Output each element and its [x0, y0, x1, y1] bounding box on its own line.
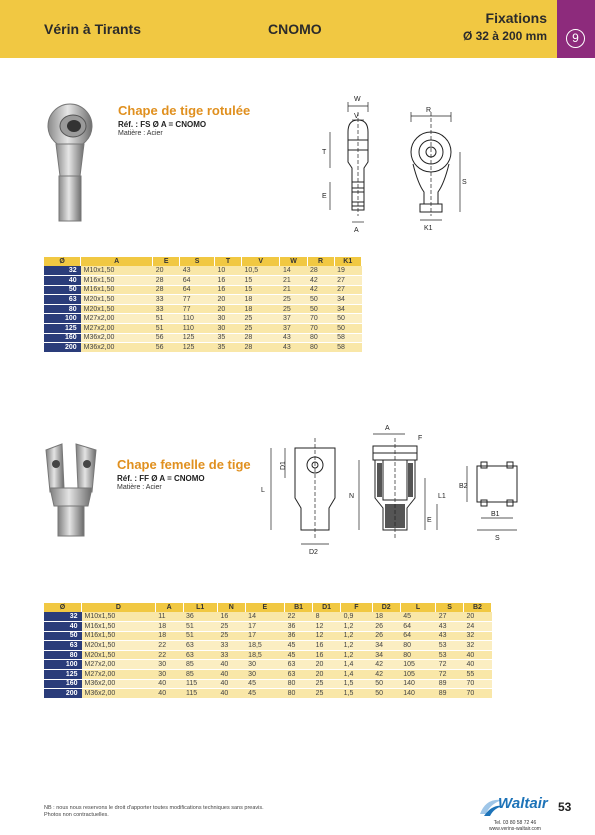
table-cell: 21	[280, 276, 307, 286]
table-cell: 12	[313, 631, 341, 641]
table-cell: 56	[153, 343, 180, 353]
table-cell: 115	[183, 679, 217, 689]
table-row	[44, 622, 492, 632]
table-row	[44, 612, 492, 622]
table-cell: 43	[436, 631, 464, 641]
svg-text:B2: B2	[459, 483, 468, 490]
table-cell: 10,5	[241, 266, 279, 276]
table-cell: 16	[217, 612, 245, 622]
table-cell: 34	[372, 650, 400, 660]
table-cell: 51	[153, 324, 180, 334]
table-cell: 53	[436, 641, 464, 651]
rod-clevis-title: Chape femelle de tige	[117, 457, 251, 472]
svg-text:T: T	[322, 149, 327, 156]
col-header: D1	[313, 603, 341, 612]
col-header: D	[82, 603, 156, 612]
col-header: E	[153, 257, 180, 266]
table-header-row	[44, 257, 362, 266]
table-cell: 89	[436, 689, 464, 699]
series-title: Vérin à Tirants	[44, 21, 142, 37]
table-cell: 18	[241, 304, 279, 314]
table-cell: 27	[334, 276, 361, 286]
table-row	[44, 285, 362, 295]
table-cell: 1,5	[341, 689, 373, 699]
table-cell: 40	[217, 679, 245, 689]
category-title: Fixations	[485, 10, 547, 26]
diameter-cell: 125	[44, 670, 82, 680]
table-cell: M36x2,00	[82, 679, 156, 689]
table-cell: 80	[307, 333, 334, 343]
table-cell: 40	[155, 689, 183, 699]
svg-text:D2: D2	[309, 549, 318, 556]
col-header: V	[241, 257, 279, 266]
col-header: B2	[463, 603, 491, 612]
table-cell: 1,2	[341, 641, 373, 651]
table-cell: 115	[183, 689, 217, 699]
table-cell: 36	[183, 612, 217, 622]
table-cell: 1,2	[341, 622, 373, 632]
table-cell: 40	[217, 689, 245, 699]
table-cell: 30	[155, 670, 183, 680]
table-cell: 40	[217, 670, 245, 680]
table-cell: 25	[280, 304, 307, 314]
col-header: F	[341, 603, 373, 612]
svg-text:E: E	[322, 193, 327, 200]
disclaimer-line: NB : nous nous reservons le droit d'apporter toutes modifications techniques sans preavis.	[44, 805, 264, 811]
table-row	[44, 660, 492, 670]
table-cell: 64	[400, 622, 436, 632]
table-cell: 85	[183, 670, 217, 680]
table-cell: 26	[372, 631, 400, 641]
table-cell: 25	[313, 679, 341, 689]
rod-clevis-ref: Réf. : FF Ø A = CNOMO	[117, 474, 205, 483]
table-cell: 80	[307, 343, 334, 353]
table-cell: 34	[334, 304, 361, 314]
table-cell: 125	[180, 343, 215, 353]
table-cell: 1,4	[341, 670, 373, 680]
svg-text:E: E	[427, 517, 432, 524]
table-cell: 33	[217, 650, 245, 660]
table-cell: 1,2	[341, 631, 373, 641]
rod-clevis-photo	[40, 438, 102, 538]
table-cell: 15	[241, 276, 279, 286]
table-cell: 1,4	[341, 660, 373, 670]
table-cell: 55	[463, 670, 491, 680]
table-cell: 16	[214, 285, 241, 295]
rod-eye-table-body	[44, 266, 362, 352]
table-cell: 40	[217, 660, 245, 670]
table-cell: 0,9	[341, 612, 373, 622]
table-cell: 30	[245, 660, 284, 670]
table-cell: 45	[400, 612, 436, 622]
table-cell: 20	[463, 612, 491, 622]
table-row	[44, 276, 362, 286]
diameter-cell: 32	[44, 612, 82, 622]
table-cell: 105	[400, 670, 436, 680]
diameter-cell: 63	[44, 295, 81, 305]
table-cell: 43	[280, 343, 307, 353]
diameter-cell: 50	[44, 285, 81, 295]
table-row	[44, 333, 362, 343]
diameter-cell: 32	[44, 266, 81, 276]
svg-text:F: F	[418, 435, 423, 442]
rod-eye-table	[44, 257, 362, 353]
table-cell: 80	[285, 689, 313, 699]
diameter-cell: 160	[44, 333, 81, 343]
table-cell: 64	[180, 276, 215, 286]
col-header: Ø	[44, 603, 82, 612]
table-row	[44, 314, 362, 324]
col-header: D2	[372, 603, 400, 612]
diameter-cell: 200	[44, 343, 81, 353]
table-cell: 70	[307, 324, 334, 334]
table-cell: M36x2,00	[82, 689, 156, 699]
table-cell: 28	[241, 333, 279, 343]
table-cell: 56	[153, 333, 180, 343]
table-cell: M16x1,50	[81, 276, 153, 286]
table-cell: 25	[241, 314, 279, 324]
table-cell: 28	[153, 276, 180, 286]
svg-text:S: S	[495, 535, 500, 542]
svg-text:A: A	[354, 227, 359, 234]
table-cell: 20	[313, 670, 341, 680]
table-row	[44, 670, 492, 680]
table-row	[44, 343, 362, 353]
table-cell: 1,2	[341, 650, 373, 660]
table-cell: 25	[280, 295, 307, 305]
contact-info	[489, 820, 541, 832]
svg-text:A: A	[385, 425, 390, 432]
table-cell: 36	[285, 622, 313, 632]
table-cell: 27	[436, 612, 464, 622]
table-cell: 20	[153, 266, 180, 276]
rod-clevis-material: Matière : Acier	[117, 484, 162, 491]
table-cell: 21	[280, 285, 307, 295]
rod-clevis-drawing	[255, 418, 530, 568]
table-cell: 17	[245, 631, 284, 641]
table-row	[44, 295, 362, 305]
table-cell: 72	[436, 660, 464, 670]
table-cell: 24	[463, 622, 491, 632]
col-header: R	[307, 257, 334, 266]
table-cell: 30	[214, 314, 241, 324]
table-cell: 80	[400, 641, 436, 651]
table-cell: 45	[285, 641, 313, 651]
table-cell: 25	[217, 631, 245, 641]
table-cell: 20	[214, 295, 241, 305]
table-cell: 11	[155, 612, 183, 622]
diameter-cell: 100	[44, 314, 81, 324]
table-cell: 64	[180, 285, 215, 295]
table-cell: 34	[334, 295, 361, 305]
svg-text:L1: L1	[438, 493, 446, 500]
table-cell: M27x2,00	[81, 324, 153, 334]
table-cell: 30	[245, 670, 284, 680]
table-cell: 30	[155, 660, 183, 670]
svg-text:W: W	[354, 96, 361, 103]
col-header: S	[436, 603, 464, 612]
table-cell: 80	[400, 650, 436, 660]
table-row	[44, 650, 492, 660]
table-cell: 16	[313, 650, 341, 660]
rod-eye-drawing	[310, 92, 480, 237]
col-header: W	[280, 257, 307, 266]
table-cell: 12	[313, 622, 341, 632]
table-cell: 63	[183, 650, 217, 660]
table-cell: 140	[400, 679, 436, 689]
svg-text:R: R	[426, 107, 432, 114]
table-row	[44, 324, 362, 334]
svg-text:V: V	[354, 113, 359, 120]
table-cell: 36	[285, 631, 313, 641]
table-cell: 42	[372, 670, 400, 680]
table-cell: 45	[285, 650, 313, 660]
table-cell: 18	[155, 631, 183, 641]
table-row	[44, 304, 362, 314]
table-cell: 28	[241, 343, 279, 353]
table-cell: M20x1,50	[82, 650, 156, 660]
table-cell: 63	[285, 660, 313, 670]
table-cell: 22	[155, 641, 183, 651]
table-cell: 25	[241, 324, 279, 334]
table-cell: 18	[241, 295, 279, 305]
table-cell: 45	[245, 679, 284, 689]
svg-text:K1: K1	[424, 225, 433, 232]
table-cell: 10	[214, 266, 241, 276]
diameter-cell: 50	[44, 631, 82, 641]
diameter-cell: 200	[44, 689, 82, 699]
table-cell: M36x2,00	[81, 333, 153, 343]
table-cell: 51	[183, 631, 217, 641]
table-cell: 50	[307, 304, 334, 314]
table-cell: M10x1,50	[81, 266, 153, 276]
table-cell: 20	[313, 660, 341, 670]
table-cell: 32	[463, 631, 491, 641]
table-cell: 1,5	[341, 679, 373, 689]
svg-text:L: L	[261, 487, 265, 494]
diameter-cell: 80	[44, 650, 82, 660]
col-header: T	[214, 257, 241, 266]
table-cell: 70	[463, 679, 491, 689]
diameter-cell: 40	[44, 622, 82, 632]
page-header	[0, 0, 557, 58]
table-cell: 63	[285, 670, 313, 680]
table-cell: 58	[334, 343, 361, 353]
table-header-row	[44, 603, 492, 612]
table-cell: M27x2,00	[81, 314, 153, 324]
diameter-cell: 63	[44, 641, 82, 651]
table-cell: 16	[214, 276, 241, 286]
col-header: K1	[334, 257, 361, 266]
diameter-cell: 80	[44, 304, 81, 314]
diameter-cell: 100	[44, 660, 82, 670]
table-cell: 43	[180, 266, 215, 276]
col-header: N	[217, 603, 245, 612]
table-cell: 16	[313, 641, 341, 651]
table-cell: 110	[180, 324, 215, 334]
table-cell: 18,5	[245, 650, 284, 660]
svg-text:S: S	[462, 179, 467, 186]
rod-eye-title: Chape de tige rotulée	[118, 103, 251, 118]
table-cell: 45	[245, 689, 284, 699]
table-cell: 18,5	[245, 641, 284, 651]
table-cell: M16x1,50	[82, 622, 156, 632]
table-cell: 30	[214, 324, 241, 334]
col-header: Ø	[44, 257, 81, 266]
col-header: E	[245, 603, 284, 612]
table-cell: 22	[285, 612, 313, 622]
table-cell: 33	[217, 641, 245, 651]
table-cell: 43	[436, 622, 464, 632]
col-header: L1	[183, 603, 217, 612]
table-cell: 42	[307, 276, 334, 286]
table-cell: 40	[463, 660, 491, 670]
table-cell: 70	[307, 314, 334, 324]
table-row	[44, 266, 362, 276]
table-cell: 17	[245, 622, 284, 632]
col-header: A	[155, 603, 183, 612]
table-cell: 33	[153, 304, 180, 314]
table-cell: M10x1,50	[82, 612, 156, 622]
table-cell: 50	[334, 314, 361, 324]
table-cell: 85	[183, 660, 217, 670]
table-cell: 110	[180, 314, 215, 324]
table-cell: 42	[372, 660, 400, 670]
diameter-range: Ø 32 à 200 mm	[462, 29, 547, 43]
table-cell: 63	[183, 641, 217, 651]
table-cell: 18	[155, 622, 183, 632]
table-cell: 15	[241, 285, 279, 295]
phone-number: Tel. 03 80 58 72 46	[493, 820, 537, 826]
table-row	[44, 631, 492, 641]
col-header: B1	[285, 603, 313, 612]
table-cell: 125	[180, 333, 215, 343]
table-cell: 89	[436, 679, 464, 689]
table-cell: 50	[372, 679, 400, 689]
table-cell: M27x2,00	[82, 660, 156, 670]
table-cell: 43	[280, 333, 307, 343]
table-cell: 50	[334, 324, 361, 334]
table-cell: 51	[183, 622, 217, 632]
table-cell: 14	[280, 266, 307, 276]
svg-text:D1: D1	[280, 461, 287, 470]
col-header: A	[81, 257, 153, 266]
table-cell: 72	[436, 670, 464, 680]
rod-eye-material: Matière : Acier	[118, 130, 163, 137]
company-logo: Waltair	[498, 795, 548, 812]
table-cell: 28	[153, 285, 180, 295]
table-row	[44, 641, 492, 651]
table-row	[44, 689, 492, 699]
table-cell: 37	[280, 314, 307, 324]
table-cell: 8	[313, 612, 341, 622]
rod-eye-ref: Réf. : FS Ø A = CNOMO	[118, 120, 207, 129]
table-cell: 105	[400, 660, 436, 670]
svg-text:B1: B1	[491, 511, 500, 518]
table-cell: M20x1,50	[82, 641, 156, 651]
disclaimer	[44, 805, 264, 819]
diameter-cell: 40	[44, 276, 81, 286]
table-cell: M16x1,50	[82, 631, 156, 641]
table-cell: M20x1,50	[81, 304, 153, 314]
diameter-cell: 160	[44, 679, 82, 689]
table-cell: 35	[214, 333, 241, 343]
table-cell: 27	[334, 285, 361, 295]
chapter-number: 9	[566, 29, 585, 48]
table-cell: 19	[334, 266, 361, 276]
table-cell: 35	[214, 343, 241, 353]
table-cell: 33	[153, 295, 180, 305]
table-cell: 51	[153, 314, 180, 324]
table-cell: 25	[217, 622, 245, 632]
table-cell: 32	[463, 641, 491, 651]
table-cell: 58	[334, 333, 361, 343]
table-cell: M20x1,50	[81, 295, 153, 305]
table-cell: 77	[180, 295, 215, 305]
table-cell: 80	[285, 679, 313, 689]
table-cell: 26	[372, 622, 400, 632]
diameter-cell: 125	[44, 324, 81, 334]
table-cell: 50	[372, 689, 400, 699]
col-header: L	[400, 603, 436, 612]
table-cell: 37	[280, 324, 307, 334]
rod-clevis-table	[44, 603, 492, 699]
table-cell: 40	[463, 650, 491, 660]
svg-text:N: N	[349, 493, 355, 500]
table-cell: 14	[245, 612, 284, 622]
table-cell: 25	[313, 689, 341, 699]
table-row	[44, 679, 492, 689]
table-cell: 50	[307, 295, 334, 305]
table-cell: M36x2,00	[81, 343, 153, 353]
table-cell: 28	[307, 266, 334, 276]
table-cell: M27x2,00	[82, 670, 156, 680]
standard-title: CNOMO	[268, 21, 322, 37]
table-cell: 20	[214, 304, 241, 314]
table-cell: 77	[180, 304, 215, 314]
table-cell: 22	[155, 650, 183, 660]
table-cell: 53	[436, 650, 464, 660]
rod-clevis-table-body	[44, 612, 492, 698]
table-cell: 42	[307, 285, 334, 295]
website-link[interactable]: www.verins-waltair.com	[489, 826, 541, 832]
col-header: S	[180, 257, 215, 266]
table-cell: 40	[155, 679, 183, 689]
table-cell: 70	[463, 689, 491, 699]
table-cell: 140	[400, 689, 436, 699]
rod-eye-photo	[40, 96, 112, 226]
photo-note: Photos non contractuelles.	[44, 812, 109, 818]
table-cell: 34	[372, 641, 400, 651]
table-cell: 64	[400, 631, 436, 641]
table-cell: 18	[372, 612, 400, 622]
page-number: 53	[558, 800, 572, 814]
table-cell: M16x1,50	[81, 285, 153, 295]
